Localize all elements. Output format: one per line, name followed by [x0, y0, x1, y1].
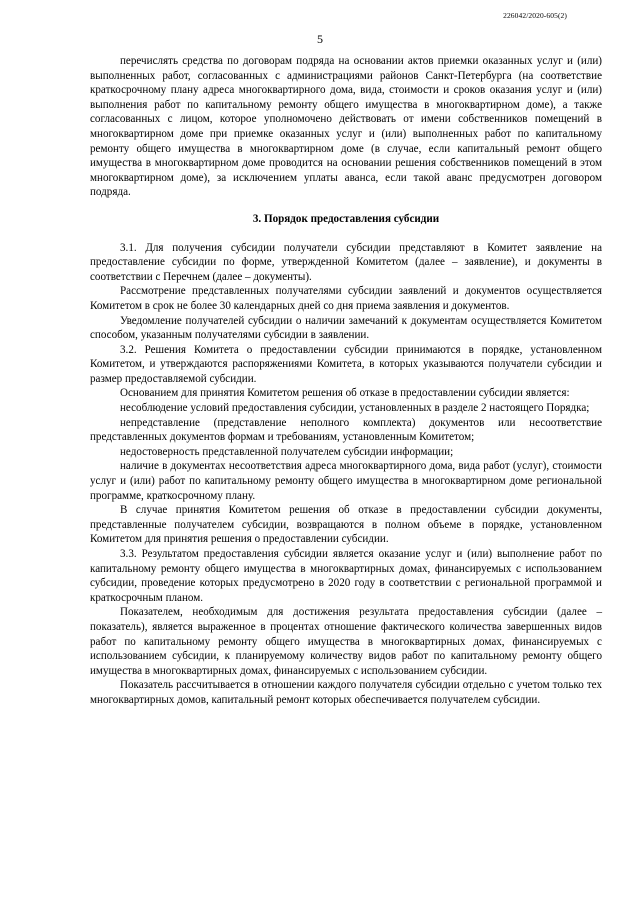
page-number: 5 — [317, 32, 323, 46]
paragraph: 3.2. Решения Комитета о предоставлении субсидии принимаются в порядке, установленном Комитетом, и утверждаются распоряжениями Комитета, в которых указываются получатели субсидии и размер предоставляемой субсидии. — [90, 343, 602, 385]
paragraph: Основанием для принятия Комитетом решения об отказе в предоставлении субсидии является: — [120, 387, 570, 400]
paragraph: В случае принятия Комитетом решения об отказе в предоставлении субсидии документы, представленные получателем субсидии, возвращаются в полном объеме в порядке, установленном Комитетом для принятия решения о предоставлении субсидии. — [90, 504, 602, 546]
list-item: недостоверность представленной получателем субсидии информации; — [120, 445, 454, 458]
paragraph: Уведомление получателей субсидии о наличии замечаний к документам осуществляется Комитетом способом, указанным получателями субсидии в заявлении. — [90, 314, 602, 342]
paragraph: перечислять средства по договорам подряда на основании актов приемки оказанных услуг и (или) выполненных работ, согласованных с администрациями районов Санкт-Петербурга (на соответствие краткосрочному плану адреса многоквартирного дома, вида, стоимости и сроков оказания услуг и (или) выполнения работ по капитальному ремонту общего имущества в многоквартирном доме), а также согласованных с лицом, которое уполномочено действовать от имени собственников помещений в многоквартирном доме при приемке оказанных услуг и (или) выполненных работ по капитальному ремонту общего имущества в многоквартирном доме (в случае, если капитальный ремонт общего имущества в многоквартирном доме проводится на основании решения собственников помещений в этом многоквартирном доме), за исключением уплаты аванса, если такой аванс предусмотрен договором подряда. — [90, 55, 602, 199]
paragraph: Показателем, необходимым для достижения результата предоставления субсидии (далее – показатель), является выраженное в процентах отношение фактического количества завершенных видов работ по капитальному ремонту общего имущества в многоквартирных домах, финансируемых с использованием субсидии, к планируемому количеству видов работ по капитальному ремонту общего имущества в многоквартирных домах, финансируемых с использованием субсидии. — [90, 606, 602, 677]
paragraph: Показатель рассчитывается в отношении каждого получателя субсидии отдельно с учетом только тех многоквартирных домов, капитальный ремонт которых обеспечивается получателем субсидии. — [90, 679, 602, 706]
section-title: 3. Порядок предоставления субсидии — [252, 212, 440, 225]
paragraph: 3.1. Для получения субсидии получатели субсидии представляют в Комитет заявление на предоставление субсидии по форме, утвержденной Комитетом (далее – заявление), и документы в соответствии с Перечнем (далее – документы). — [90, 241, 602, 283]
list-item: несоблюдение условий предоставления субсидии, установленных в разделе 2 настоящего Порядка; — [120, 402, 590, 415]
list-item: непредставление (представление неполного комплекта) документов или несоответствие представленных документов формам и требованиям, установленным Комитетом; — [90, 416, 602, 444]
paragraph: Рассмотрение представленных получателями субсидии заявлений и документов осуществляется Комитетом в срок не более 30 календарных дней со дня приема заявления и документов. — [90, 285, 602, 312]
list-item: наличие в документах несоответствия адреса многоквартирного дома, вида работ (услуг), стоимости услуг и (или) работ по капитальному ремонту общего имущества в многоквартирном доме региональной программе, краткосрочному плану. — [90, 460, 602, 502]
document-id: 226042/2020-605(2) — [503, 11, 567, 20]
document-body — [90, 54, 602, 708]
paragraph: 3.3. Результатом предоставления субсидии является оказание услуг и (или) выполнение работ по капитальному ремонту общего имущества в многоквартирных домах, финансируемых с использованием субсидии, проведение которых предусмотрено в 2020 году в соответствии с региональной программой и краткосрочным планом. — [90, 548, 602, 604]
